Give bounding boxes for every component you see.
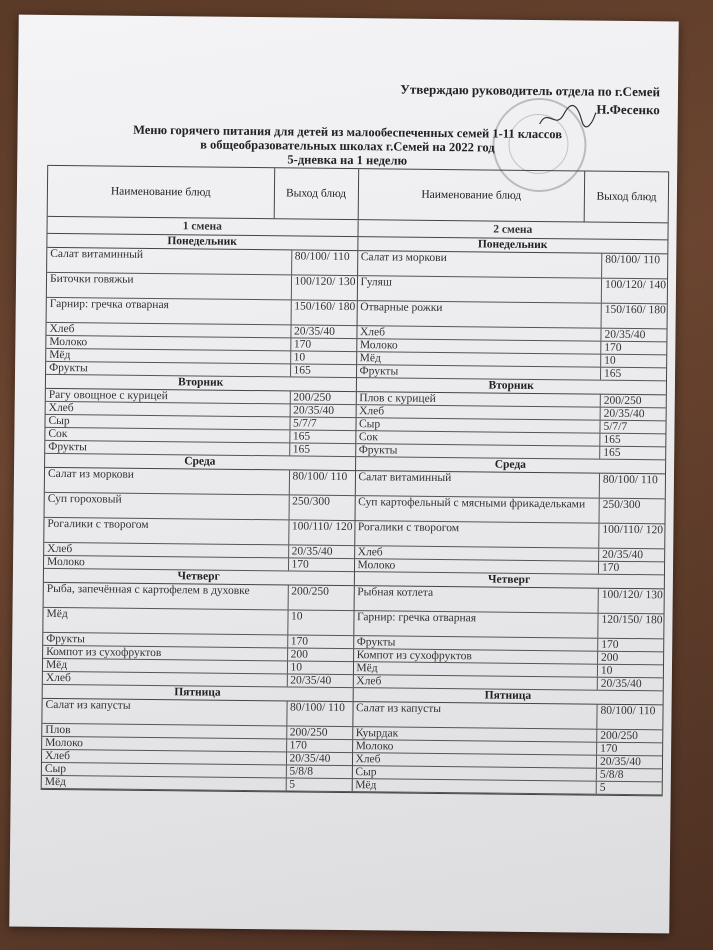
dish-name: Сыр	[356, 418, 601, 433]
dish-output: 170	[293, 338, 312, 351]
approval-line: Утверждаю руководитель отдела по г.Семей	[400, 81, 661, 100]
table-row	[355, 496, 665, 524]
dish-output: 165	[292, 443, 311, 456]
dish-output: 170	[601, 561, 620, 574]
dish-output: 250/300	[292, 495, 330, 508]
menu-table	[41, 165, 670, 796]
dish-output: 200/250	[600, 729, 639, 743]
dish-name: Сыр	[45, 415, 290, 430]
dish-name: Хлеб	[353, 675, 598, 690]
shift-second-label: 2 смена	[493, 223, 533, 236]
dish-output: 80/100/ 110	[602, 473, 658, 487]
dish-output: 80/100/ 110	[289, 701, 345, 715]
dish-output: 20/35/40	[603, 407, 645, 421]
dish-output: 170	[604, 341, 622, 354]
dish-name: Гарнир: гречка отварная	[47, 298, 292, 325]
dish-name: Сок	[356, 431, 601, 446]
dish-output: 150/160/ 180	[294, 300, 356, 314]
dish-name: Молоко	[46, 336, 291, 351]
dish-name: Молоко	[44, 556, 289, 571]
dish-output: 100/120/ 130	[601, 588, 663, 602]
dish-name: Мёд	[352, 779, 597, 794]
dish-output: 5/8/8	[599, 768, 624, 781]
header-output-2: Выход блюд	[596, 190, 657, 204]
dish-name: Салат из капусты	[42, 699, 287, 726]
dish-name: Салат витаминный	[47, 248, 292, 275]
dish-name: Сыр	[352, 766, 597, 781]
dish-output: 20/35/40	[291, 545, 333, 558]
dish-output: 80/100/ 110	[605, 253, 661, 267]
table-row	[47, 273, 357, 301]
dish-name: Хлеб	[42, 750, 287, 765]
dish-name: Куырдак	[353, 727, 598, 742]
day-header: Пятница	[353, 688, 663, 705]
dish-name: Суп гороховый	[45, 493, 290, 520]
table-row	[45, 493, 355, 521]
dish-name: Молоко	[357, 339, 602, 354]
dish-name: Хлеб	[46, 402, 291, 417]
dish-output: 80/100/ 110	[600, 704, 656, 718]
shift-1-column	[42, 234, 358, 792]
dish-output: 5	[599, 781, 606, 794]
dish-name: Рагу овощное с курицей	[46, 389, 291, 404]
dish-output: 10	[600, 664, 613, 677]
dish-output: 80/100/ 110	[294, 250, 350, 264]
dish-name: Биточки говяжьи	[47, 273, 292, 300]
menu-paper	[9, 15, 679, 934]
dish-output: 165	[603, 446, 621, 459]
table-row	[44, 518, 354, 546]
dish-output: 165	[293, 364, 311, 377]
dish-name: Рыбная котлета	[354, 586, 599, 613]
table-row	[43, 608, 353, 636]
dish-output: 200	[290, 648, 308, 661]
dish-name: Фрукты	[356, 444, 601, 459]
dish-name: Мёд	[42, 776, 287, 791]
dish-output: 20/35/40	[289, 752, 331, 765]
dish-name: Мёд	[357, 352, 602, 367]
menu-title	[112, 123, 582, 170]
table-row	[352, 779, 662, 795]
dish-name: Фрукты	[46, 362, 291, 377]
dish-name: Плов	[42, 724, 287, 739]
dish-name: Рогалики с творогом	[355, 521, 600, 548]
dish-output: 10	[604, 354, 616, 367]
dish-output: 20/35/40	[599, 755, 641, 769]
dish-output: 5	[289, 778, 296, 791]
dish-output: 165	[292, 430, 311, 443]
dish-name: Плов с курицей	[356, 392, 601, 407]
dish-output: 170	[600, 742, 618, 755]
dish-name: Фрукты	[43, 633, 288, 648]
title-line-3: 5-дневка на 1 неделю	[287, 152, 408, 168]
dish-name: Мёд	[43, 608, 288, 635]
dish-output: 170	[290, 635, 309, 648]
table-row	[353, 702, 663, 730]
dish-output: 100/110/ 120	[291, 520, 353, 534]
dish-name: Отварные рожки	[357, 301, 602, 328]
dish-name: Хлеб	[355, 546, 600, 561]
dish-name: Хлеб	[357, 326, 602, 341]
dish-name: Хлеб	[356, 405, 601, 420]
dish-output: 20/35/40	[602, 548, 644, 562]
dish-name: Компот из сухофруктов	[43, 646, 288, 661]
dish-output: 20/35/40	[293, 404, 335, 417]
dish-output: 120/150/ 180	[601, 613, 663, 627]
dish-name: Хлеб	[46, 323, 291, 338]
dish-output: 200/250	[603, 394, 642, 408]
dish-output: 200/250	[293, 391, 332, 404]
table-row	[358, 251, 668, 279]
day-header: Четверг	[44, 569, 354, 586]
dish-output: 20/35/40	[290, 674, 332, 687]
dish-output: 20/35/40	[600, 677, 642, 691]
dish-name: Хлеб	[352, 753, 597, 768]
dish-name: Рыба, запечённая с картофелем в духовке	[44, 583, 289, 610]
dish-name: Сок	[45, 428, 290, 443]
dish-name: Суп картофельный с мясными фрикадельками	[355, 496, 600, 523]
shift-2-column	[352, 237, 667, 795]
dish-name: Молоко	[353, 740, 598, 755]
dish-output: 200	[601, 651, 619, 664]
table-row	[357, 276, 667, 304]
table-row	[42, 776, 352, 792]
header-dish-2: Наименование блюд	[358, 169, 585, 221]
dish-output: 10	[290, 610, 303, 623]
dish-name: Хлеб	[43, 672, 288, 687]
dish-output: 5/7/7	[292, 417, 317, 430]
dish-output: 10	[290, 661, 303, 674]
dish-output: 100/120/ 140	[604, 278, 667, 292]
table-header	[48, 166, 669, 223]
dish-name: Фрукты	[354, 636, 599, 651]
table-row	[357, 301, 667, 329]
day-header: Понедельник	[358, 237, 668, 254]
dish-output: 200/250	[289, 726, 328, 739]
dish-output: 150/160/ 180	[604, 303, 666, 317]
dish-name: Салат из моркови	[358, 251, 603, 278]
dish-name: Рогалики с творогом	[44, 518, 289, 545]
day-header: Четверг	[354, 572, 664, 589]
dish-output: 165	[604, 367, 622, 380]
table-row	[42, 699, 352, 727]
table-row	[44, 583, 354, 611]
dish-name: Хлеб	[44, 543, 289, 558]
dish-name: Сыр	[42, 763, 287, 778]
table-row	[354, 611, 664, 639]
dish-output: 5/7/7	[603, 420, 628, 433]
day-header: Понедельник	[47, 234, 357, 251]
day-header: Среда	[45, 454, 355, 471]
header-dish-1: Наименование блюд	[48, 166, 275, 218]
table-row	[355, 521, 665, 549]
dish-output: 80/100/ 110	[292, 470, 348, 484]
approver-name: Н.Фесенко	[596, 101, 660, 118]
day-header: Пятница	[43, 685, 353, 702]
dish-name: Гуляш	[357, 276, 602, 303]
dish-name: Фрукты	[45, 441, 290, 456]
dish-output: 20/35/40	[293, 325, 335, 338]
dish-name: Салат из капусты	[353, 702, 598, 729]
dish-output: 200/250	[291, 585, 330, 598]
table-row	[354, 586, 664, 614]
dish-output: 170	[601, 638, 619, 651]
dish-name: Мёд	[353, 662, 598, 677]
dish-output: 20/35/40	[604, 328, 646, 342]
dish-name: Салат витаминный	[355, 471, 600, 498]
table-row	[355, 471, 665, 499]
dish-output: 165	[603, 433, 621, 446]
table-row	[47, 248, 357, 276]
dish-name: Молоко	[42, 737, 287, 752]
dish-name: Компот из сухофруктов	[354, 649, 599, 664]
table-row	[45, 468, 355, 496]
dish-name: Мёд	[46, 349, 291, 364]
dish-name: Молоко	[354, 559, 599, 574]
title-line-1: Меню горячего питания для детей из малообеспеченных семей 1-11 классов	[133, 122, 563, 142]
shift-first-label: 1 смена	[48, 217, 359, 236]
day-header: Вторник	[356, 378, 666, 395]
dish-name: Фрукты	[357, 365, 602, 380]
dish-name: Мёд	[43, 659, 288, 674]
day-header: Вторник	[46, 375, 356, 392]
dish-output: 100/120/ 130	[294, 275, 356, 289]
header-output-1: Выход блюд	[274, 168, 358, 219]
title-line-2: в общеобразовательных школах г.Семей на 2022 год	[200, 137, 495, 155]
dish-output: 5/8/8	[289, 765, 314, 778]
dish-output: 170	[289, 739, 307, 752]
dish-output: 170	[291, 558, 309, 571]
dish-output: 100/110/ 120	[602, 523, 664, 537]
dish-output: 250/300	[602, 498, 641, 512]
table-row	[47, 298, 357, 326]
dish-output: 10	[293, 351, 306, 364]
dish-name: Салат из моркови	[45, 468, 290, 495]
dish-name: Гарнир: гречка отварная	[354, 611, 599, 638]
day-header: Среда	[356, 457, 666, 474]
